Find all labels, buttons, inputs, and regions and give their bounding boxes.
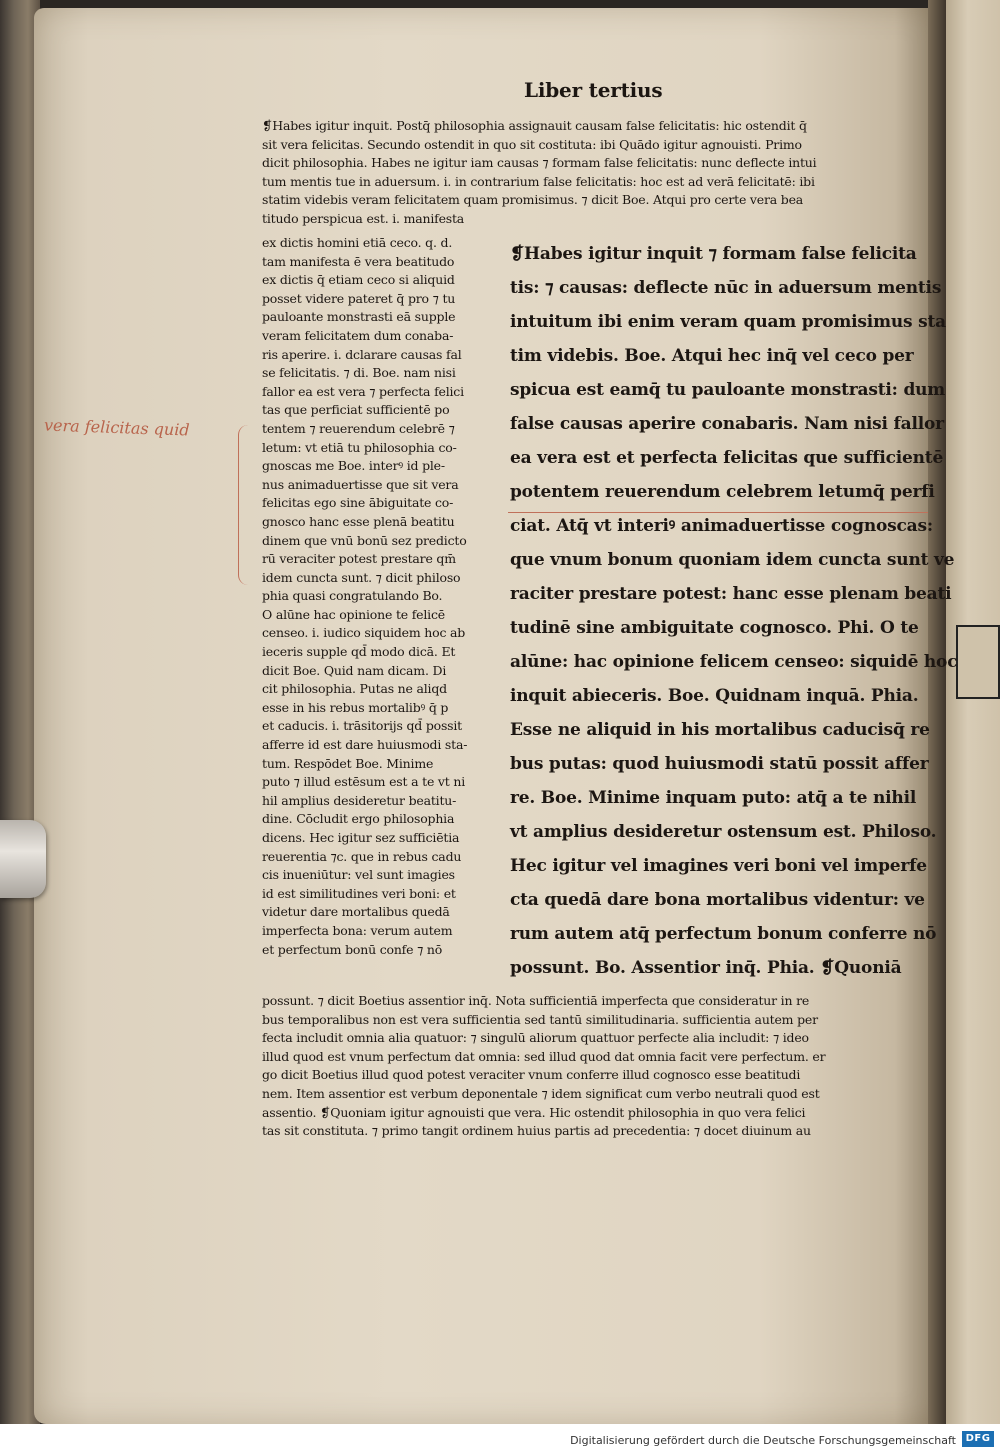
main-text-line: que vnum bonum quoniam idem cuncta sunt ve <box>510 550 955 570</box>
marginal-bracket <box>238 425 255 585</box>
commentary-left-line: gnoscas me Boe. interꝰ id ple- <box>262 458 445 474</box>
main-text-line: re. Boe. Minime inquam puto: atq̄ a te nihil <box>510 788 917 808</box>
commentary-left-line: cit philosophia. Putas ne aliqd <box>262 681 447 697</box>
main-text-line: raciter prestare potest: hanc esse plenam beati <box>510 584 952 604</box>
main-text-line: possunt. Bo. Assentior inq̄. Phia. ❡Quoniā <box>510 958 902 978</box>
commentary-left-line: tum. Respōdet Boe. Minime <box>262 755 434 771</box>
main-text-line: spicua est eamq̄ tu pauloante monstrasti: dum <box>510 380 946 400</box>
commentary-top-line: dicit philosophia. Habes ne igitur iam causas ⁊ formam false felicitatis: nunc deflecte intui <box>262 155 817 170</box>
main-text-line: tis: ⁊ causas: deflecte nūc in aduersum mentis <box>510 278 942 298</box>
commentary-left-line: ex dictis q̄ etiam ceco si aliquid <box>262 272 455 288</box>
commentary-bottom <box>262 992 825 1141</box>
commentary-bottom-line: assentio. ❡Quoniam igitur agnouisti que vera. Hic ostendit philosophia in quo vera felici <box>262 1104 806 1120</box>
page-clip-icon <box>0 820 46 898</box>
commentary-top <box>262 117 816 228</box>
main-text-line: Esse ne aliquid in his mortalibus caducisq̄ re <box>510 720 930 740</box>
main-text-line: tim videbis. Boe. Atqui hec inq̄ vel ceco per <box>510 346 914 366</box>
commentary-left-line: nus animaduertisse que sit vera <box>262 476 459 492</box>
commentary-bottom-line: tas sit constituta. ⁊ primo tangit ordinem huius partis ad precedentia: ⁊ docet diuinum au <box>262 1123 811 1139</box>
commentary-left-line: dine. Cōcludit ergo philosophia <box>262 811 455 827</box>
commentary-left-line: tam manifesta ē vera beatitudo <box>262 253 455 269</box>
commentary-left-line: et perfectum bonū confe ⁊ nō <box>262 941 443 957</box>
commentary-left-line: censeo. i. iudico siquidem hoc ab <box>262 625 466 641</box>
commentary-left-line: ex dictis homini etiā ceco. q. d. <box>262 235 453 250</box>
main-text-line: ❡Habes igitur inquit ⁊ formam false felicita <box>510 244 917 264</box>
main-text-line: inquit abieceris. Boe. Quidnam inquā. Phia. <box>510 686 919 706</box>
commentary-left-line: afferre id est dare huiusmodi sta- <box>262 737 468 753</box>
main-text-line: cta quedā dare bona mortalibus videntur: ve <box>510 890 925 910</box>
main-text-line: ea vera est et perfecta felicitas que sufficientē <box>510 448 944 468</box>
commentary-bottom-line: go dicit Boetius illud quod potest veraciter vnum conferre illud cognosco esse beatitudi <box>262 1067 801 1083</box>
commentary-top-line: sit vera felicitas. Secundo ostendit in quo sit costituta: ibi Quādo igitur agnouisti. Primo <box>262 136 802 152</box>
commentary-left-line: dicit Boe. Quid nam dicam. Di <box>262 662 447 678</box>
commentary-left-line: se felicitatis. ⁊ di. Boe. nam nisi <box>262 365 456 381</box>
main-text-line: alūne: hac opinione felicem censeo: siquidē hoc <box>510 652 958 672</box>
commentary-left-line: puto ⁊ illud estēsum est a te vt ni <box>262 774 466 790</box>
commentary-left-line: letum: vt etiā tu philosophia co- <box>262 439 457 455</box>
footer-bar <box>0 1424 1000 1454</box>
commentary-left-line: phia quasi congratulando Bo. <box>262 588 443 604</box>
commentary-top-line: statim videbis veram felicitatem quam promisimus. ⁊ dicit Boe. Atqui pro certe vera bea <box>262 192 804 207</box>
running-header: Liber tertius <box>524 78 663 102</box>
dfg-logo-icon[interactable]: DFG <box>962 1431 994 1447</box>
main-text-line: vt amplius desideretur ostensum est. Philoso. <box>510 822 937 842</box>
main-text-line: bus putas: quod huiusmodi statū possit affer <box>510 754 929 774</box>
commentary-top-line: tum mentis tue in aduersum. i. in contrarium false felicitatis: hoc est ad verā felicitatē: ibi <box>262 173 815 189</box>
commentary-left-line: videtur dare mortalibus quedā <box>262 904 450 920</box>
commentary-left-line: rū veraciter potest prestare qm̄ <box>262 551 456 567</box>
commentary-left-line: pauloante monstrasti eā supple <box>262 309 456 325</box>
commentary-left-line: id est similitudines veri boni: et <box>262 885 456 901</box>
commentary-bottom-line: possunt. ⁊ dicit Boetius assentior inq̄. Nota sufficientiā imperfecta que consideratur in re <box>262 993 810 1008</box>
commentary-left-line: fallor ea est vera ⁊ perfecta felici <box>262 383 464 399</box>
commentary-left-line: et caducis. i. trāsitorijs qd̄ possit <box>262 718 463 734</box>
commentary-left-line: dicens. Hec igitur sez sufficiētia <box>262 830 460 845</box>
commentary-left-line: ieceris supple qd̄ modo dicā. Et <box>262 644 456 660</box>
commentary-left-line: O alūne hac opinione te felicē <box>262 606 445 622</box>
commentary-left-line: felicitas ego sine ābiguitate co- <box>262 495 454 511</box>
main-text-line: rum autem atq̄ perfectum bonum conferre nō <box>510 924 937 944</box>
commentary-left-line: dinem que vnū bonū sez predicto <box>262 532 467 548</box>
commentary-left-line: ris aperire. i. dclarare causas fal <box>262 346 462 362</box>
commentary-left-line: tas que perficiat sufficientē po <box>262 402 450 418</box>
commentary-left-line: idem cuncta sunt. ⁊ dicit philoso <box>262 569 461 585</box>
main-text-line: Hec igitur vel imagines veri boni vel imperfe <box>510 856 927 876</box>
commentary-left-line: posset videre pateret q̄ pro ⁊ tu <box>262 290 456 306</box>
main-text-line: potentem reuerendum celebrem letumq̄ perfi <box>510 482 935 502</box>
main-text-line: intuitum ibi enim veram quam promisimus sta <box>510 312 946 332</box>
commentary-left-line: esse in his rebus mortalibꝰ q̄ p <box>262 699 449 715</box>
commentary-top-line: ❡Habes igitur inquit. Postq̄ philosophia assignauit causam false felicitatis: hic ostendit q̄ <box>262 118 807 133</box>
commentary-bottom-line: illud quod est vnum perfectum dat omnia: sed illud quod dat omnia facit vere perfectum. er <box>262 1048 826 1064</box>
commentary-bottom-line: fecta includit omnia alia quatuor: ⁊ singulū aliorum quattuor perfecte alia includit: ⁊ ideo <box>262 1030 809 1046</box>
main-text-line: tudinē sine ambiguitate cognosco. Phi. O te <box>510 618 919 638</box>
footer-credit: Digitalisierung gefördert durch die Deutsche Forschungsgemeinschaft <box>570 1434 956 1447</box>
commentary-left-line: hil amplius desideretur beatitu- <box>262 792 457 808</box>
red-underline-mark <box>508 512 928 513</box>
main-text-line: ciat. Atq̄ vt interiꝰ animaduertisse cognoscas: <box>510 516 933 536</box>
facing-page-initial-icon <box>956 625 1000 699</box>
commentary-bottom-line: bus temporalibus non est vera sufficientia sed tantū similitudinaria. sufficientia autem per <box>262 1011 818 1027</box>
commentary-left-line: reuerentia ⁊c. que in rebus cadu <box>262 848 462 864</box>
main-text-column <box>510 237 957 985</box>
commentary-left-line: veram felicitatem dum conaba- <box>262 327 454 343</box>
commentary-left-line: cis inueniūtur: vel sunt imagies <box>262 867 455 883</box>
commentary-top-line: titudo perspicua est. i. manifesta <box>262 210 465 226</box>
commentary-left-line: tentem ⁊ reuerendum celebrē ⁊ <box>262 420 455 436</box>
main-text-line: false causas aperire conabaris. Nam nisi fallor <box>510 414 944 434</box>
commentary-left-line: gnosco hanc esse plenā beatitu <box>262 513 455 529</box>
commentary-left-line: imperfecta bona: verum autem <box>262 922 453 938</box>
commentary-left-column <box>262 234 467 959</box>
marginal-annotation: vera felicitas quid <box>43 415 190 440</box>
commentary-bottom-line: nem. Item assentior est verbum deponentale ⁊ idem significat cum verbo neutrali quod est <box>262 1085 820 1101</box>
